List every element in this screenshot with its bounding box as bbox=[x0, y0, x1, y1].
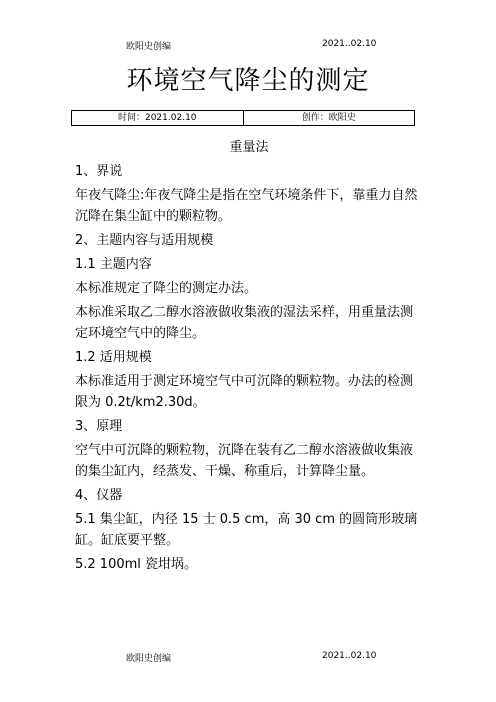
meta-creator: 创作：欧阳史 bbox=[243, 111, 415, 125]
section-heading: 1、界说 bbox=[75, 164, 123, 179]
section-heading: 2、主题内容与适用规模 bbox=[75, 233, 214, 248]
footer-author: 欧阳史创编 bbox=[126, 654, 172, 664]
section-heading: 3、原理 bbox=[75, 419, 123, 434]
header-date: 2021..02.10 bbox=[322, 39, 377, 49]
footer-date: 2021..02.10 bbox=[322, 651, 377, 661]
section-heading: 4、仪器 bbox=[75, 488, 123, 503]
paragraph: 年夜气降尘:年夜气降尘是指在空气环境条件下，靠重力自然沉降在集尘缸中的颗粒物。 bbox=[75, 188, 418, 224]
meta-time: 时间：2021.02.10 bbox=[117, 113, 197, 123]
paragraph: 本标准适用于测定环境空气中可沉降的颗粒物。办法的检测限为 0.2t/km2.30d。 bbox=[75, 374, 414, 410]
document-body bbox=[75, 137, 423, 575]
subsection-heading: 1.1 主题内容 bbox=[75, 257, 152, 272]
meta-table bbox=[71, 110, 415, 126]
header-author: 欧阳史创编 bbox=[126, 42, 172, 52]
paragraph: 本标准采取乙二醇水溶液做收集液的湿法采样，用重量法测定环境空气中的降尘。 bbox=[75, 305, 414, 341]
paragraph: 本标准规定了降尘的测定办法。 bbox=[75, 281, 258, 296]
document-title: 环境空气降尘的测定 bbox=[126, 66, 370, 96]
method-heading: 重量法 bbox=[229, 140, 269, 155]
paragraph: 5.2 100ml 瓷坩埚。 bbox=[75, 557, 198, 572]
paragraph: 空气中可沉降的颗粒物，沉降在装有乙二醇水溶液做收集液的集尘缸内，经蒸发、干燥、称重后，计算降尘量。 bbox=[75, 443, 414, 479]
subsection-heading: 1.2 适用规模 bbox=[75, 350, 152, 365]
paragraph: 5.1 集尘缸，内径 15 士 0.5 cm，高 30 cm 的圆筒形玻璃缸。缸底要平整。 bbox=[75, 512, 418, 548]
